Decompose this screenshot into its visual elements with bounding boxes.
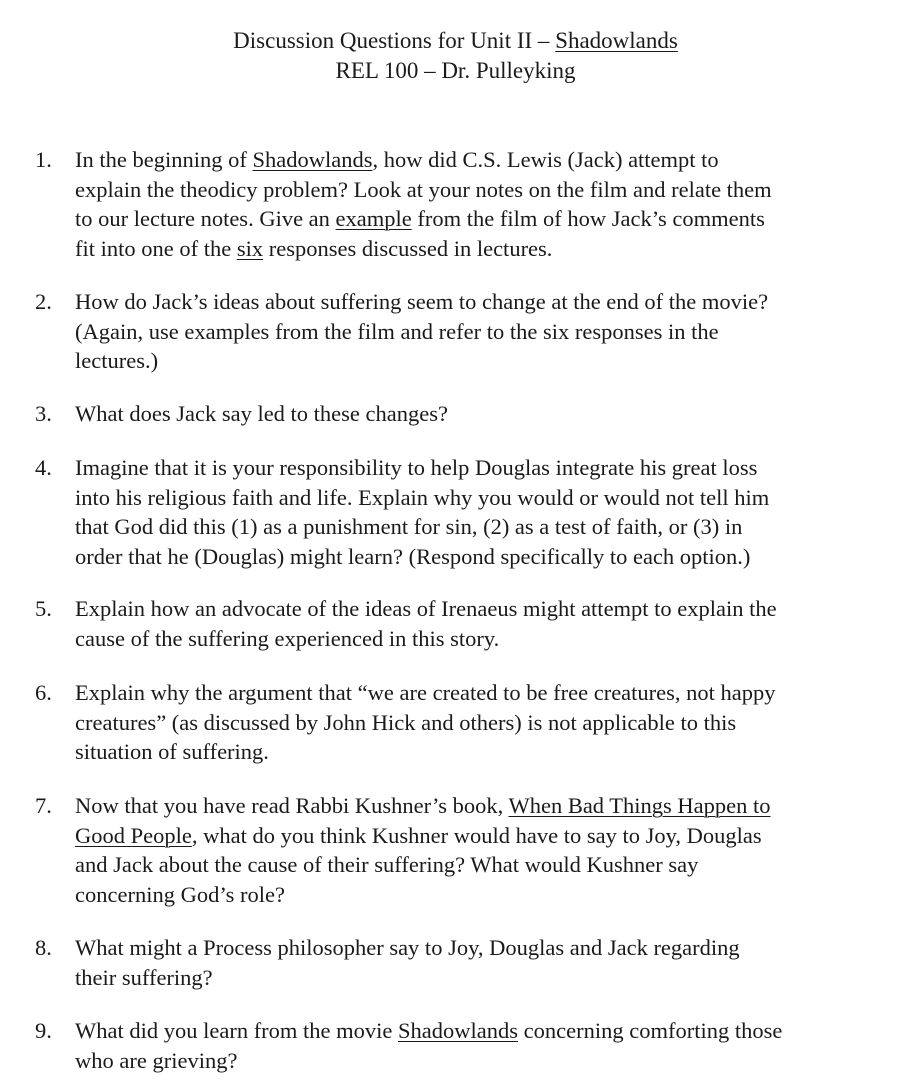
question-segment: Now that you have read Rabbi Kushner’s book, <box>75 793 509 818</box>
question-segment: What might a Process philosopher say to Joy, Douglas and Jack regarding <box>75 935 740 960</box>
question-text <box>75 399 890 429</box>
question-segment: , what do you think Kushner would have to say to Joy, Douglas <box>191 822 762 848</box>
question-line <box>75 933 890 963</box>
question-segment: who are grieving? <box>75 1047 238 1073</box>
question-segment: that God did this (1) as a punishment for sin, (2) as a test of faith, or (3) in <box>75 514 743 539</box>
question-line <box>75 175 890 205</box>
question-line <box>75 624 890 654</box>
question-number: 3. <box>35 401 52 426</box>
question-line <box>75 542 890 572</box>
question-segment: What does Jack say led to these changes? <box>75 401 448 426</box>
underlined-title: Shadowlands <box>252 147 373 172</box>
question-line <box>75 1046 890 1076</box>
underlined-title: When Bad Things Happen to <box>508 793 771 818</box>
question-text <box>75 287 890 376</box>
question-line <box>75 317 890 347</box>
question-segment: (Again, use examples from the film and refer to the six responses in the <box>75 318 719 344</box>
question-segment: from the film of how Jack’s comments <box>411 206 765 231</box>
question-segment: creatures” (as discussed by John Hick and others) is not applicable to this <box>75 709 737 735</box>
question-segment: responses discussed in lectures. <box>263 235 553 261</box>
question-segment: their suffering? <box>75 964 213 990</box>
question-segment: concerning God’s role? <box>75 881 285 907</box>
question-line <box>75 204 890 234</box>
question-line <box>75 963 890 993</box>
question-segment: Explain how an advocate of the ideas of Irenaeus might attempt to explain the <box>75 596 777 621</box>
question-segment: fit into one of the <box>75 235 237 261</box>
question-segment: concerning comforting those <box>518 1018 783 1043</box>
question-segment: What did you learn from the movie <box>75 1018 399 1043</box>
question-line <box>75 512 890 542</box>
question-text <box>75 594 890 653</box>
question-line <box>75 678 890 708</box>
title-film: Shadowlands <box>555 28 678 53</box>
question-line <box>75 594 890 624</box>
question-text <box>75 145 890 263</box>
question-number: 8. <box>35 935 52 960</box>
question-segment: situation of suffering. <box>75 739 269 764</box>
question-line <box>75 880 890 910</box>
question-segment: In the beginning of <box>75 147 253 172</box>
question-segment: to our lecture notes. Give an <box>75 206 336 231</box>
question-number: 2. <box>35 289 52 314</box>
question-segment: explain the theodicy problem? Look at your notes on the film and relate them <box>75 176 772 202</box>
question-line <box>75 287 890 317</box>
question-text <box>75 1016 890 1075</box>
document-title <box>0 26 899 56</box>
underlined-title: example <box>335 206 412 231</box>
question-line <box>75 708 890 738</box>
question-line <box>75 399 890 429</box>
question-line <box>75 850 890 880</box>
question-line <box>75 453 890 483</box>
question-number: 7. <box>35 793 52 818</box>
question-segment: Imagine that it is your responsibility to help Douglas integrate his great loss <box>75 455 758 480</box>
question-line <box>75 483 890 513</box>
title-prefix: Discussion Questions for Unit II – <box>233 28 556 53</box>
underlined-title: Good People <box>75 822 192 848</box>
question-segment: , how did C.S. Lewis (Jack) attempt to <box>372 147 719 172</box>
question-segment: lectures.) <box>75 348 159 373</box>
underlined-title: six <box>236 235 264 261</box>
question-number: 6. <box>35 680 52 705</box>
course-subtitle: REL 100 – Dr. Pulleyking <box>335 58 576 83</box>
question-line <box>75 821 890 851</box>
question-segment: Explain why the argument that “we are created to be free creatures, not happy <box>75 680 776 705</box>
question-number: 5. <box>35 596 52 621</box>
question-line <box>75 737 890 767</box>
document-header <box>0 26 899 86</box>
question-segment: order that he (Douglas) might learn? (Respond specifically to each option.) <box>75 543 751 569</box>
question-line <box>75 145 890 175</box>
question-text <box>75 791 890 909</box>
question-number: 1. <box>35 147 52 172</box>
question-text <box>75 678 890 767</box>
question-number: 9. <box>35 1018 52 1043</box>
question-text <box>75 933 890 992</box>
question-segment: into his religious faith and life. Explain why you would or would not tell him <box>75 484 770 510</box>
question-line <box>75 234 890 264</box>
question-segment: cause of the suffering experienced in this story. <box>75 625 500 651</box>
question-text <box>75 453 890 571</box>
underlined-title: Shadowlands <box>398 1018 519 1043</box>
question-number: 4. <box>35 455 52 480</box>
question-line <box>75 346 890 376</box>
question-segment: and Jack about the cause of their suffering? What would Kushner say <box>75 852 699 877</box>
question-segment: How do Jack’s ideas about suffering seem to change at the end of the movie? <box>75 289 769 314</box>
question-line <box>75 1016 890 1046</box>
question-line <box>75 791 890 821</box>
